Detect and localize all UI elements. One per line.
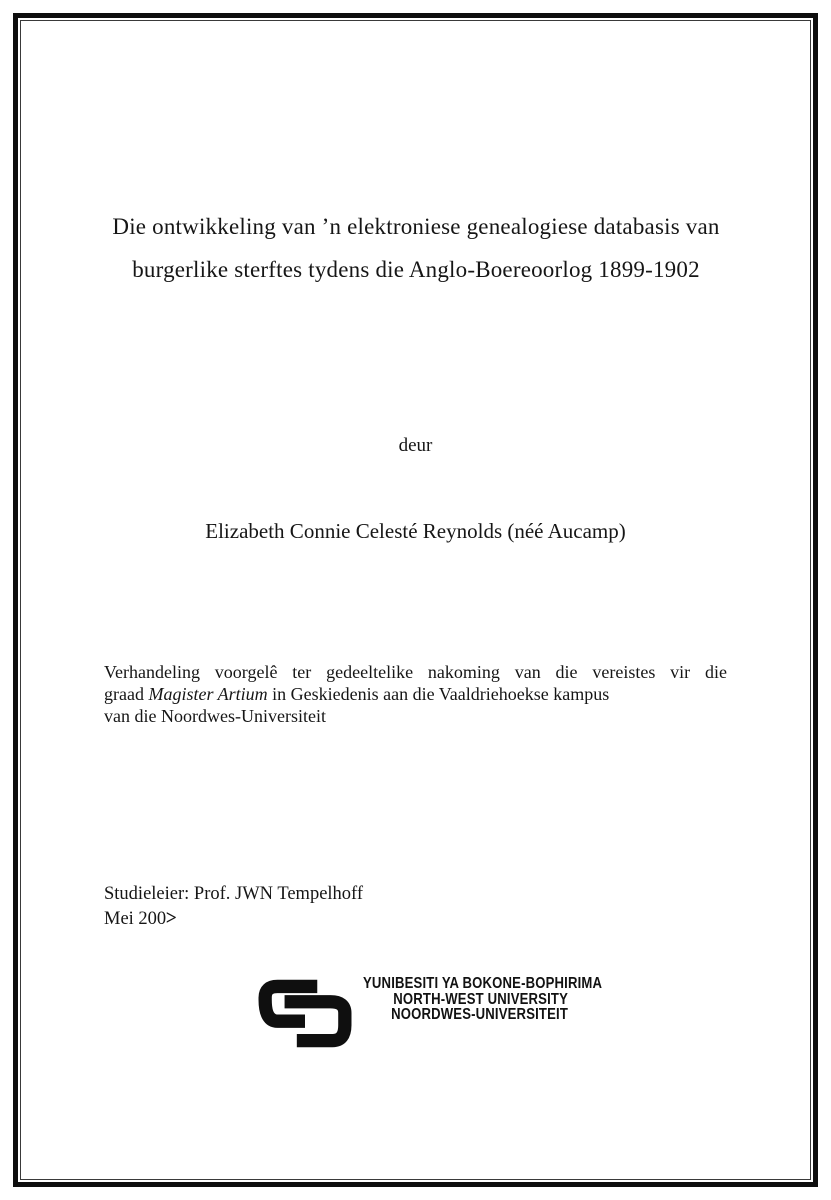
thesis-title-line-2: burgerlike sterftes tydens die Anglo-Boereoorlog 1899-1902 bbox=[132, 257, 700, 282]
submission-statement bbox=[104, 661, 727, 727]
nwu-name-setswana: YUNIBESITI YA BOKONE-BOPHIRIMA bbox=[363, 975, 603, 992]
author-name: Elizabeth Connie Celesté Reynolds (néé Aucamp) bbox=[205, 519, 626, 543]
nwu-name-english: NORTH-WEST UNIVERSITY bbox=[393, 990, 568, 1008]
nwu-logo-icon bbox=[258, 974, 352, 1052]
thesis-title-line-1: Die ontwikkeling van ’n elektroniese genealogiese databasis van bbox=[112, 214, 720, 239]
statement-line2-suffix: in Geskiedenis aan die Vaaldriehoekse kampus bbox=[267, 684, 610, 704]
submission-statement-line-2 bbox=[104, 683, 727, 705]
supervisor-block bbox=[104, 882, 363, 931]
statement-line2-prefix: graad bbox=[104, 684, 149, 704]
degree-name-italic: Magister Artium bbox=[148, 684, 268, 704]
date-final-digit-glyph: > bbox=[165, 907, 177, 930]
thesis-title bbox=[85, 205, 747, 291]
supervisor-line: Studieleier: Prof. JWN Tempelhoff bbox=[104, 884, 364, 904]
date-line bbox=[104, 907, 363, 932]
byline-deur: deur bbox=[398, 435, 433, 456]
nwu-logo-wordmark bbox=[363, 975, 603, 1023]
nwu-name-afrikaans: NOORDWES-UNIVERSITEIT bbox=[391, 1006, 568, 1023]
date-text: Mei 200 bbox=[104, 908, 167, 929]
submission-statement-line-1: Verhandeling voorgelê ter gedeeltelike nakoming van die vereistes vir die bbox=[104, 662, 727, 682]
submission-statement-line-3: van die Noordwes-Universiteit bbox=[104, 706, 326, 726]
